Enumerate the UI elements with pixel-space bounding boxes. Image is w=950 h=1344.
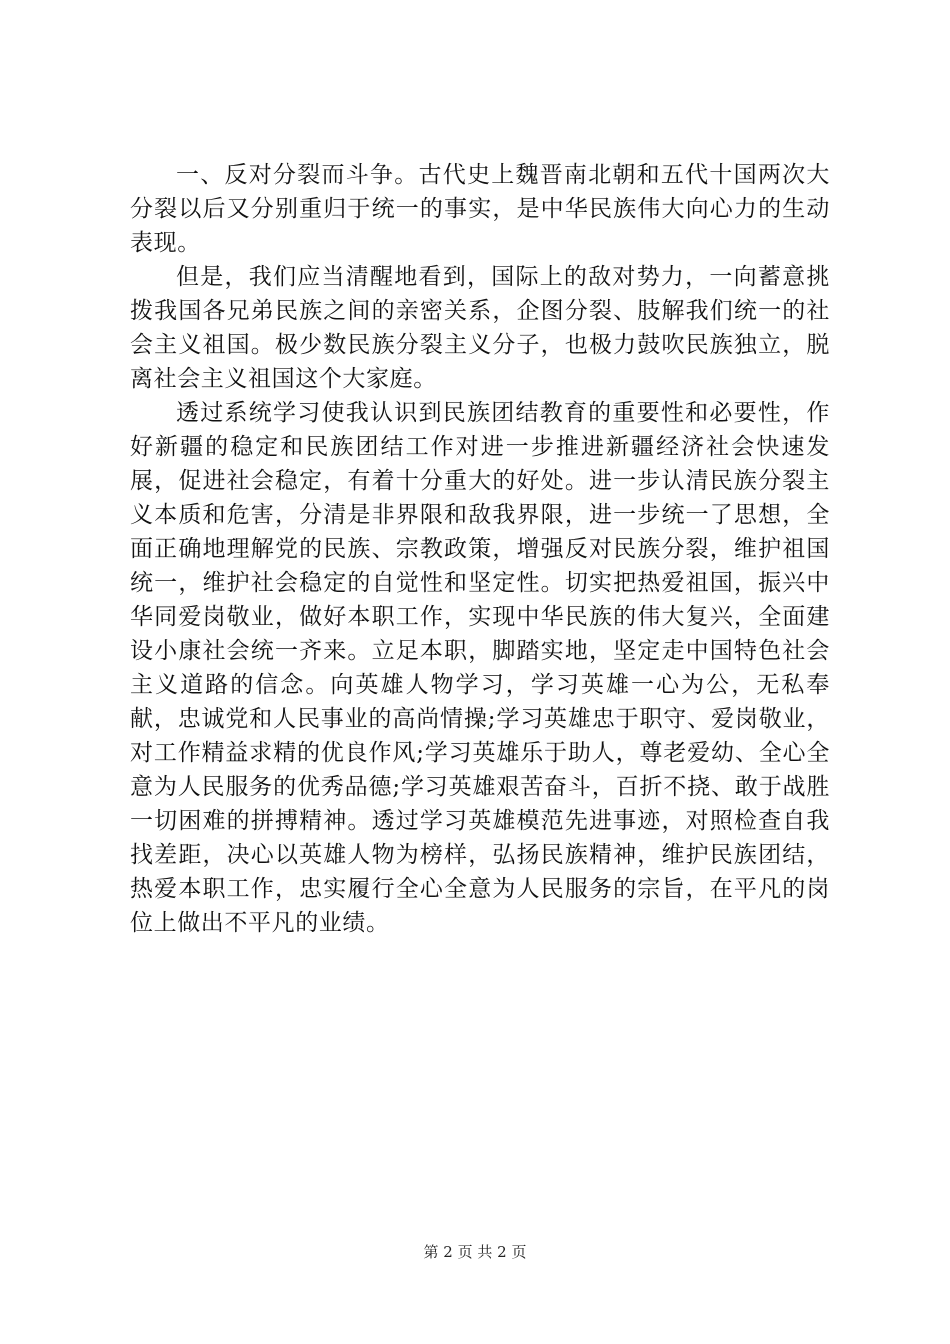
document-body bbox=[130, 158, 830, 940]
paragraph-oppose-separatism: 一、反对分裂而斗争。古代史上魏晋南北朝和五代十国两次大分裂以后又分别重归于统一的事实，是中华民族伟大向心力的生动表现。 bbox=[130, 162, 830, 256]
page-number-footer: 第 2 页 共 2 页 bbox=[423, 1243, 527, 1261]
paragraph-hostile-forces: 但是，我们应当清醒地看到，国际上的敌对势力，一向蓄意挑拨我国各兄弟民族之间的亲密关系，企图分裂、肢解我们统一的社会主义祖国。极少数民族分裂主义分子，也极力鼓吹民族独立，脱离社会主义祖国这个大家庭。 bbox=[130, 264, 830, 392]
paragraph-study-reflection: 透过系统学习使我认识到民族团结教育的重要性和必要性，作好新疆的稳定和民族团结工作对进一步推进新疆经济社会快速发展，促进社会稳定，有着十分重大的好处。进一步认清民族分裂主义本质和危害，分清是非界限和敌我界限，进一步统一了思想，全面正确地理解党的民族、宗教政策，增强反对民族分裂，维护祖国统一，维护社会稳定的自觉性和坚定性。切实把热爱祖国，振兴中华同爱岗敬业，做好本职工作，实现中华民族的伟大复兴，全面建设小康社会统一齐来。立足本职，脚踏实地，坚定走中国特色社会主义道路的信念。向英雄人物学习，学习英雄一心为公，无私奉献，忠诚党和人民事业的高尚情操;学习英雄忠于职守、爱岗敬业，对工作精益求精的优良作风;学习英雄乐于助人，尊老爱幼、全心全意为人民服务的优秀品德;学习英雄艰苦奋斗，百折不挠、敢于战胜一切困难的拼搏精神。透过学习英雄模范先进事迹，对照检查自我找差距，决心以英雄人物为榜样，弘扬民族精神，维护民族团结，热爱本职工作，忠实履行全心全意为人民服务的宗旨，在平凡的岗位上做出不平凡的业绩。 bbox=[130, 400, 830, 936]
